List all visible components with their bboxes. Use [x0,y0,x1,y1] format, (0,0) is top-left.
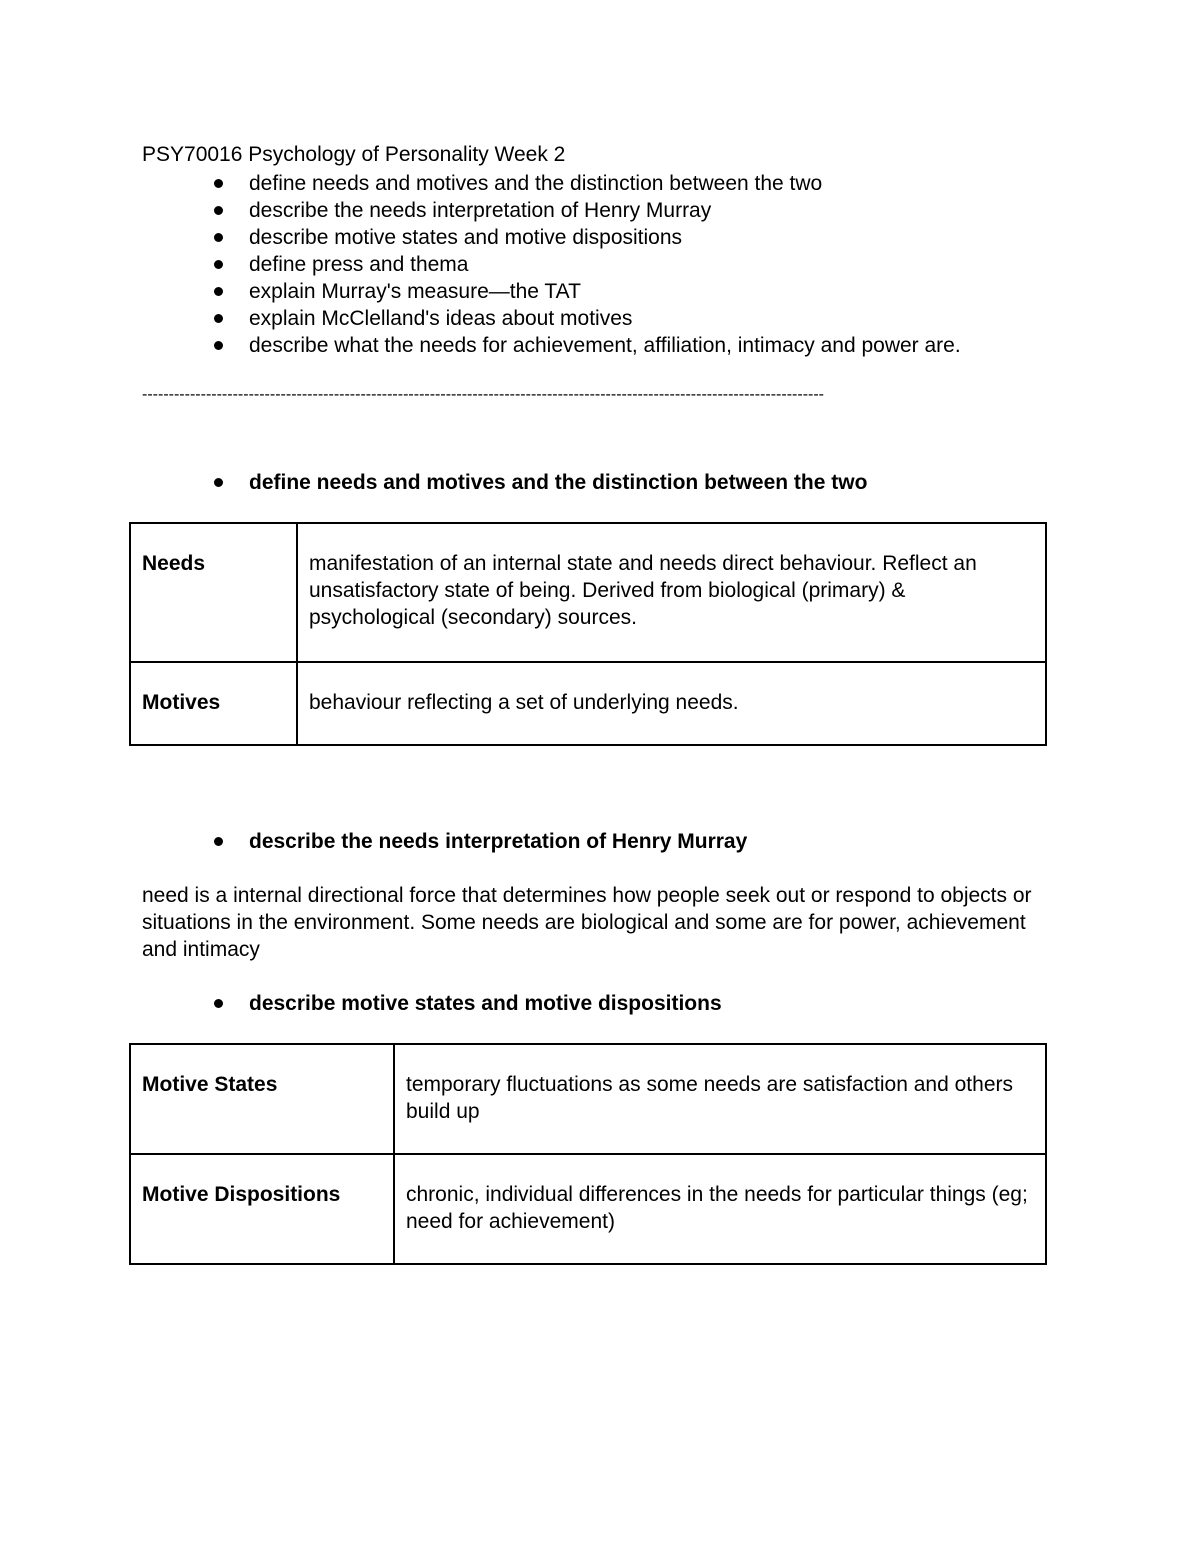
section-heading-text: describe motive states and motive dispositions [249,992,722,1015]
bullet-icon [214,287,223,296]
objective-item [142,332,1062,359]
bullet-icon [214,206,223,215]
objectives-list [142,170,1062,359]
term-cell: Motive States [130,1044,394,1154]
bullet-icon [214,341,223,350]
objective-text: define press and thema [249,253,469,276]
table-row [130,1044,1046,1154]
bullet-icon [214,999,223,1008]
term-cell: Motive Dispositions [130,1154,394,1264]
objective-text: describe motive states and motive dispositions [249,226,683,249]
motive-states-table [129,1043,1047,1265]
needs-motives-table [129,522,1047,746]
objective-text: describe the needs interpretation of Henry Murray [249,199,712,222]
objective-item [142,224,1062,251]
definition-cell: behaviour reflecting a set of underlying needs. [297,662,1046,745]
bullet-icon [214,260,223,269]
objective-item [142,251,1062,278]
definition-cell: chronic, individual differences in the needs for particular things (eg; need for achievement) [394,1154,1046,1264]
section-heading-text: define needs and motives and the distinction between the two [249,471,868,494]
objective-item [142,197,1062,224]
objective-item [142,305,1062,332]
table-row [130,662,1046,745]
term-cell: Motives [130,662,297,745]
table-row [130,523,1046,662]
objective-text: explain Murray's measure—the TAT [249,280,581,303]
murray-paragraph: need is a internal directional force that determines how people seek out or respond to objects or situations in the environment. Some needs are biological and some are for power, achievement and intimacy [142,884,1032,961]
bullet-icon [214,478,223,487]
dashed-divider: -------------------------------------------------------------------------------------------------------------------------------- [142,386,824,403]
objective-item [142,170,1062,197]
section-heading-motive-states [142,990,1062,1017]
objective-text: describe what the needs for achievement, affiliation, intimacy and power are. [249,334,961,357]
bullet-icon [214,179,223,188]
document-title: PSY70016 Psychology of Personality Week 2 [142,143,566,166]
section-heading-text: describe the needs interpretation of Henry Murray [249,830,748,853]
table-row [130,1154,1046,1264]
objective-text: explain McClelland's ideas about motives [249,307,633,330]
bullet-icon [214,837,223,846]
bullet-icon [214,233,223,242]
definition-cell: manifestation of an internal state and needs direct behaviour. Reflect an unsatisfactory state of being. Derived from biological (primary) & psychological (secondary) sources. [297,523,1046,662]
section-heading-murray [142,828,1062,855]
bullet-icon [214,314,223,323]
term-cell: Needs [130,523,297,662]
document-page [142,140,1062,1265]
definition-cell: temporary fluctuations as some needs are satisfaction and others build up [394,1044,1046,1154]
section-heading-needs-motives [142,469,1062,496]
objective-text: define needs and motives and the distinction between the two [249,172,823,195]
objective-item [142,278,1062,305]
